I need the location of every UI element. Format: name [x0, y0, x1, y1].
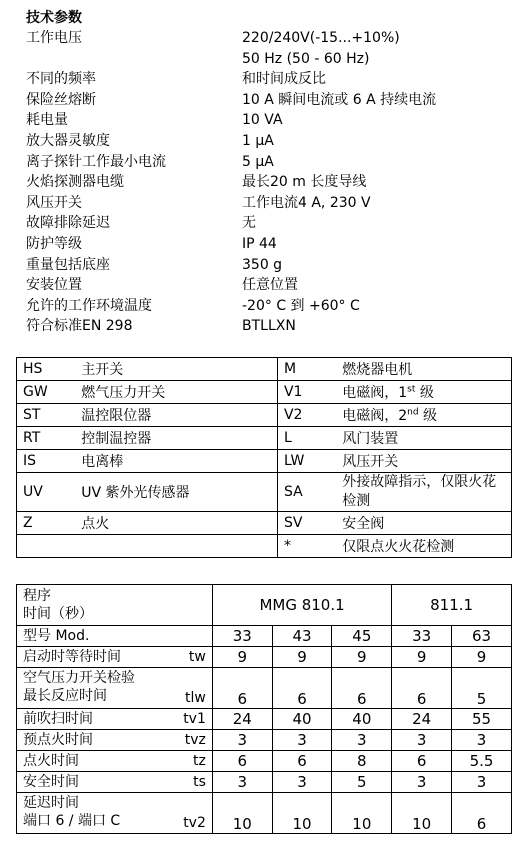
spec-label: 风压开关: [26, 194, 82, 211]
spec-value: IP 44: [242, 235, 277, 252]
abbr-code: UV: [17, 473, 76, 512]
spec-value: 220/240V(-15...+10%): [242, 30, 400, 46]
program-row: [17, 751, 512, 772]
abbr-code: SA: [277, 473, 336, 512]
time-value: 3: [392, 772, 452, 793]
time-value: 5: [332, 772, 392, 793]
abbreviation-row: [17, 473, 512, 512]
time-value: 9: [392, 647, 452, 668]
abbr-desc: 电磁阀，2nd 级: [336, 404, 511, 427]
program-row: [17, 668, 512, 709]
abbr-code: *: [277, 535, 336, 558]
spec-row: [26, 152, 506, 173]
abbr-code: LW: [277, 450, 336, 473]
spec-row: [26, 316, 506, 337]
abbr-desc: 点火: [75, 512, 277, 535]
spec-value: 350 g: [242, 256, 283, 273]
time-value: 10: [392, 793, 452, 834]
time-value: 40: [272, 709, 332, 730]
abbr-desc: 风门装置: [336, 427, 511, 450]
model-number: 43: [272, 626, 332, 647]
spec-value: 任意位置: [242, 277, 298, 294]
model-row: [17, 626, 512, 647]
spec-row: [26, 193, 506, 214]
abbr-code: [17, 535, 76, 558]
time-value: 10: [272, 793, 332, 834]
time-value: 6: [452, 793, 512, 834]
time-value: 6: [392, 751, 452, 772]
abbr-code: GW: [17, 381, 76, 404]
spec-row: [26, 296, 506, 317]
spec-value: 最长20 m 长度导线: [242, 174, 367, 191]
spec-label: 工作电压: [26, 30, 82, 46]
abbreviation-row: [17, 358, 512, 381]
spec-value: 工作电流4 A, 230 V: [242, 194, 371, 211]
program-header-label: 程序 时间（秒）: [17, 585, 213, 626]
spec-row: [26, 69, 506, 90]
ordinal-suffix: st: [407, 384, 416, 395]
abbr-code: V1: [277, 381, 336, 404]
time-label: tw 启动时等待时间: [17, 647, 213, 668]
spec-value: 10 VA: [242, 112, 283, 129]
time-label: tvz 预点火时间: [17, 730, 213, 751]
time-symbol: ts: [193, 774, 206, 790]
model-number: 63: [452, 626, 512, 647]
abbr-code: HS: [17, 358, 76, 381]
group-mmg-810: MMG 810.1: [212, 585, 391, 626]
time-value: 6: [332, 668, 392, 709]
spec-label: 火焰探测器电缆: [26, 174, 124, 191]
program-time-table: [16, 584, 512, 834]
time-value: 6: [212, 751, 272, 772]
time-value: 9: [332, 647, 392, 668]
spec-label: 保险丝熔断: [26, 91, 96, 108]
time-label: ts 安全时间: [17, 772, 213, 793]
spec-label: 符合标准EN 298: [26, 318, 133, 335]
abbr-code: Z: [17, 512, 76, 535]
time-symbol: tlw: [185, 690, 206, 706]
time-symbol: tw: [188, 649, 206, 665]
spec-value: 1 μA: [242, 132, 274, 149]
spec-row: [26, 234, 506, 255]
spec-row: [26, 28, 506, 49]
time-value: 3: [392, 730, 452, 751]
spec-value: BTLLXN: [242, 318, 296, 335]
abbreviation-table: [16, 357, 512, 558]
abbr-code: V2: [277, 404, 336, 427]
abbr-desc: 仅限点火火花检测: [336, 535, 511, 558]
spec-label: 耗电量: [26, 112, 68, 129]
abbr-code: ST: [17, 404, 76, 427]
spec-label: 重量包括底座: [26, 256, 110, 273]
model-number: 33: [392, 626, 452, 647]
spec-row: [26, 49, 506, 70]
time-value: 3: [212, 772, 272, 793]
spec-row: [26, 131, 506, 152]
time-symbol: tv2: [183, 815, 206, 831]
abbr-desc: 安全阀: [336, 512, 511, 535]
abbreviation-row: [17, 450, 512, 473]
time-value: 10: [332, 793, 392, 834]
spec-label: 允许的工作环境温度: [26, 297, 152, 314]
spec-row: [26, 255, 506, 276]
time-symbol: tz: [193, 753, 206, 769]
abbreviation-row: [17, 404, 512, 427]
time-value: 40: [332, 709, 392, 730]
abbr-code: SV: [277, 512, 336, 535]
time-value: 9: [212, 647, 272, 668]
time-value: 3: [272, 772, 332, 793]
spec-list: [26, 28, 506, 337]
time-symbol: tvz: [184, 732, 206, 748]
abbr-desc: 外接故障指示，仅限火花检测: [336, 473, 511, 512]
model-number: 45: [332, 626, 392, 647]
time-value: 8: [332, 751, 392, 772]
spec-value: 10 A 瞬间电流或 6 A 持续电流: [242, 91, 437, 108]
abbreviation-row: [17, 535, 512, 558]
spec-label: 安装位置: [26, 277, 82, 294]
time-value: 6: [212, 668, 272, 709]
time-value: 3: [452, 772, 512, 793]
time-label: tz 点火时间: [17, 751, 213, 772]
program-row: [17, 730, 512, 751]
time-value: 10: [212, 793, 272, 834]
abbr-desc: 温控限位器: [75, 404, 277, 427]
spec-row: [26, 90, 506, 111]
spec-value: 50 Hz (50 - 60 Hz): [242, 50, 370, 67]
abbr-code: IS: [17, 450, 76, 473]
abbr-desc: 主开关: [75, 358, 277, 381]
spec-label: 故障排除延迟: [26, 215, 110, 232]
abbr-desc: 电离棒: [75, 450, 277, 473]
time-value: 5.5: [452, 751, 512, 772]
ordinal-suffix: nd: [407, 407, 419, 418]
spec-value: -20° C 到 +60° C: [242, 297, 360, 314]
abbr-desc: 控制温控器: [75, 427, 277, 450]
abbr-desc: [75, 535, 277, 558]
group-811: 811.1: [392, 585, 512, 626]
abbr-code: RT: [17, 427, 76, 450]
model-label: 型号 Mod.: [17, 626, 213, 647]
time-value: 6: [392, 668, 452, 709]
time-value: 9: [272, 647, 332, 668]
spec-value: 无: [242, 215, 256, 232]
time-value: 3: [332, 730, 392, 751]
abbreviation-row: [17, 512, 512, 535]
spec-label: 放大器灵敏度: [26, 132, 110, 149]
spec-value: 和时间成反比: [242, 71, 326, 88]
time-value: 3: [452, 730, 512, 751]
program-row: [17, 793, 512, 834]
abbr-desc: 风压开关: [336, 450, 511, 473]
time-label: tlw 空气压力开关检验 最长反应时间: [17, 668, 213, 709]
time-value: 6: [272, 668, 332, 709]
spec-label: 不同的频率: [26, 71, 96, 88]
time-symbol: tv1: [183, 711, 206, 727]
time-value: 24: [392, 709, 452, 730]
abbr-code: M: [277, 358, 336, 381]
abbr-desc: 燃气压力开关: [75, 381, 277, 404]
time-label: tv1 前吹扫时间: [17, 709, 213, 730]
spec-row: [26, 275, 506, 296]
spec-label: 防护等级: [26, 235, 82, 252]
time-value: 5: [452, 668, 512, 709]
time-value: 24: [212, 709, 272, 730]
time-value: 3: [272, 730, 332, 751]
spec-row: [26, 213, 506, 234]
spec-row: [26, 110, 506, 131]
program-row: [17, 647, 512, 668]
program-row: [17, 772, 512, 793]
abbreviation-row: [17, 427, 512, 450]
time-value: 6: [272, 751, 332, 772]
time-label: tv2 延迟时间 端口 6 / 端口 C: [17, 793, 213, 834]
program-header-row: [17, 585, 512, 626]
abbr-desc: 电磁阀，1st 级: [336, 381, 511, 404]
time-value: 55: [452, 709, 512, 730]
spec-value: 5 μA: [242, 153, 274, 170]
model-number: 33: [212, 626, 272, 647]
time-value: 9: [452, 647, 512, 668]
program-row: [17, 709, 512, 730]
time-value: 3: [212, 730, 272, 751]
section-title: 技术参数: [26, 10, 82, 26]
abbr-desc: UV 紫外光传感器: [75, 473, 277, 512]
spec-row: [26, 172, 506, 193]
abbr-code: L: [277, 427, 336, 450]
abbreviation-row: [17, 381, 512, 404]
abbr-desc: 燃烧器电机: [336, 358, 511, 381]
spec-label: 离子探针工作最小电流: [26, 153, 166, 170]
